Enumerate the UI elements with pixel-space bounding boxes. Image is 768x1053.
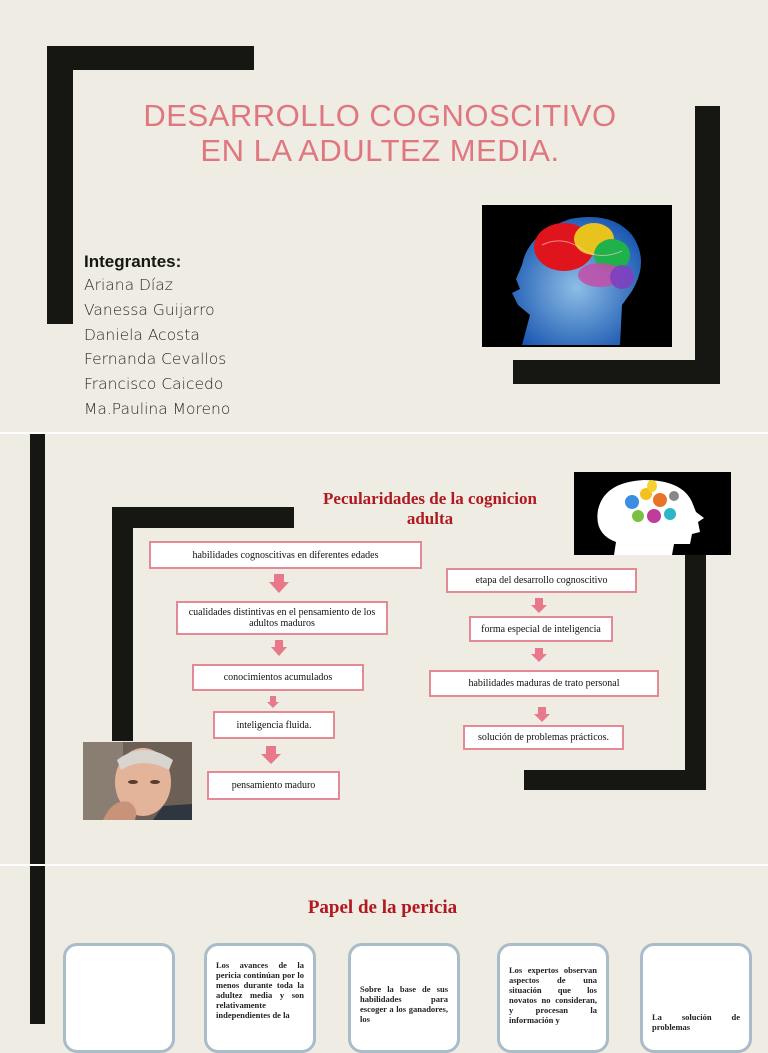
heading-line-1: Pecularidades de la cognicion (323, 489, 537, 508)
older-man-photo (83, 742, 192, 820)
slide-heading (290, 489, 570, 529)
slide-title (0, 0, 768, 432)
frame-bar-top-left-v (47, 46, 73, 324)
title-line-1: DESARROLLO COGNOSCITIVO (143, 98, 617, 133)
flow-box-right: habilidades maduras de trato personal (429, 670, 659, 697)
member-name: Ariana Díaz (84, 276, 173, 294)
member-name: Francisco Caicedo (84, 375, 224, 393)
gears-head-illustration (574, 472, 731, 555)
slide-heading: Papel de la pericia (307, 897, 458, 918)
info-card (640, 943, 752, 1053)
flow-box-left: inteligencia fluida. (213, 711, 335, 739)
frame-bar-right-h (524, 770, 706, 790)
info-card (63, 943, 175, 1053)
page-title (120, 98, 640, 168)
frame-bar-right-v (695, 106, 720, 384)
members-label: Integrantes: (84, 252, 182, 271)
frame-bar-right-v (685, 554, 706, 789)
member-name: Ma.Paulina Moreno (84, 400, 231, 418)
flow-box-left: habilidades cognoscitivas en diferentes edades (149, 541, 422, 569)
thinking-head-image (574, 472, 731, 555)
slide-expertise (0, 866, 768, 1032)
side-bar (30, 434, 45, 864)
older-man-illustration (83, 742, 192, 820)
frame-bar-left-h (112, 507, 294, 528)
member-name: Daniela Acosta (84, 326, 200, 344)
heading-line-2: adulta (406, 509, 454, 528)
card-text: La solución de problemas (652, 1012, 740, 1032)
member-name: Vanessa Guijarro (84, 301, 215, 319)
flow-box-left: conocimientos acumulados (192, 664, 364, 691)
card-text: Sobre la base de sus habilidades para escoger a los ganadores, los (360, 984, 448, 1024)
flow-box-right: forma especial de inteligencia (469, 616, 613, 642)
info-card (497, 943, 609, 1053)
member-name: Fernanda Cevallos (84, 350, 227, 368)
card-text: Los avances de la pericia continúan por lo menos durante toda la adultez media y son relativamente independientes de la (216, 960, 304, 1020)
slide-peculiarities (0, 434, 768, 864)
flow-box-left: pensamiento maduro (207, 771, 340, 800)
frame-bar-left-v (112, 507, 133, 741)
brain-image (482, 205, 672, 347)
title-line-2: EN LA ADULTEZ MEDIA. (200, 133, 560, 168)
info-card (348, 943, 460, 1053)
frame-bar-top-left-h (47, 46, 254, 70)
card-text: Los expertos observan aspectos de una situación que los novatos no consideran, y procesan la información y (509, 965, 597, 1025)
side-bar (30, 866, 45, 1024)
info-card (204, 943, 316, 1053)
brain-illustration (482, 205, 672, 347)
flow-box-right: etapa del desarrollo cognoscitivo (446, 568, 637, 593)
flow-box-right: solución de problemas prácticos. (463, 725, 624, 750)
flow-box-left: cualidades distintivas en el pensamiento de los adultos maduros (176, 601, 388, 635)
frame-bar-bottom-right-h (513, 360, 720, 384)
